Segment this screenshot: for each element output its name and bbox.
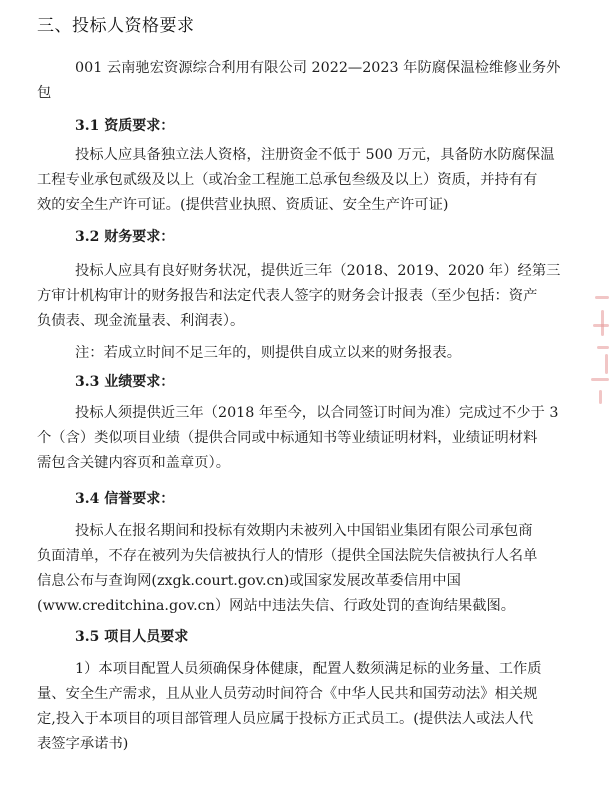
qualification-line-3: 效的安全生产许可证。(提供营业执照、资质证、安全生产许可证) — [37, 197, 449, 213]
finance-line-2: 方审计机构审计的财务报告和法定代表人签字的财务会计报表（至少包括：资产 — [37, 288, 538, 304]
finance-heading: 3.2 财务要求： — [75, 229, 175, 245]
performance-heading: 3.3 业绩要求： — [75, 374, 175, 390]
qualification-heading: 3.1 资质要求： — [75, 118, 175, 134]
personnel-line-2: 量、安全生产需求，且从业人员劳动时间符合《中华人民共和国劳动法》相关规 — [37, 686, 538, 702]
finance-line-1: 投标人应具有良好财务状况，提供近三年（2018、2019、2020 年）经第三 — [75, 263, 561, 279]
credit-line-4: (www.creditchina.gov.cn）网站中违法失信、行政处罚的查询结果截图。 — [37, 598, 516, 614]
section-title: 三、投标人资格要求 — [37, 16, 195, 36]
seal-stamp-fragment — [587, 292, 613, 412]
performance-line-2: 个（含）类似项目业绩（提供合同或中标通知书等业绩证明材料，业绩证明材料 — [37, 430, 538, 446]
credit-line-1: 投标人在报名期间和投标有效期内未被列入中国铝业集团有限公司承包商 — [75, 523, 533, 539]
credit-heading: 3.4 信誉要求： — [75, 491, 175, 507]
qualification-line-1: 投标人应具备独立法人资格，注册资金不低于 500 万元，具备防水防腐保温 — [75, 147, 555, 163]
personnel-line-3: 定,投入于本项目的项目部管理人员应属于投标方正式员工。(提供法人或法人代 — [37, 711, 534, 727]
item-line-1: 001 云南驰宏资源综合利用有限公司 2022—2023 年防腐保温检维修业务外 — [75, 60, 561, 76]
performance-line-3: 需包含关键内容页和盖章页）。 — [37, 455, 231, 471]
performance-line-1: 投标人须提供近三年（2018 年至今，以合同签订时间为准）完成过不少于 3 — [75, 405, 559, 421]
personnel-line-1: 1）本项目配置人员须确保身体健康，配置人数须满足标的业务量、工作质 — [75, 661, 542, 677]
personnel-line-4: 表签字承诺书) — [37, 736, 129, 752]
personnel-heading: 3.5 项目人员要求 — [75, 629, 189, 645]
finance-line-3: 负债表、现金流量表、利润表）。 — [37, 313, 245, 329]
credit-line-2: 负面清单，不存在被列为失信被执行人的情形（提供全国法院失信被执行人名单 — [37, 548, 538, 564]
item-line-2: 包 — [37, 85, 52, 101]
credit-line-3: 信息公布与查询网(zxgk.court.gov.cn)或国家发展改革委信用中国 — [37, 573, 461, 589]
qualification-line-2: 工程专业承包贰级及以上（或冶金工程施工总承包叁级及以上）资质，并持有有 — [37, 172, 538, 188]
finance-note: 注：若成立时间不足三年的，则提供自成立以来的财务报表。 — [75, 345, 462, 361]
